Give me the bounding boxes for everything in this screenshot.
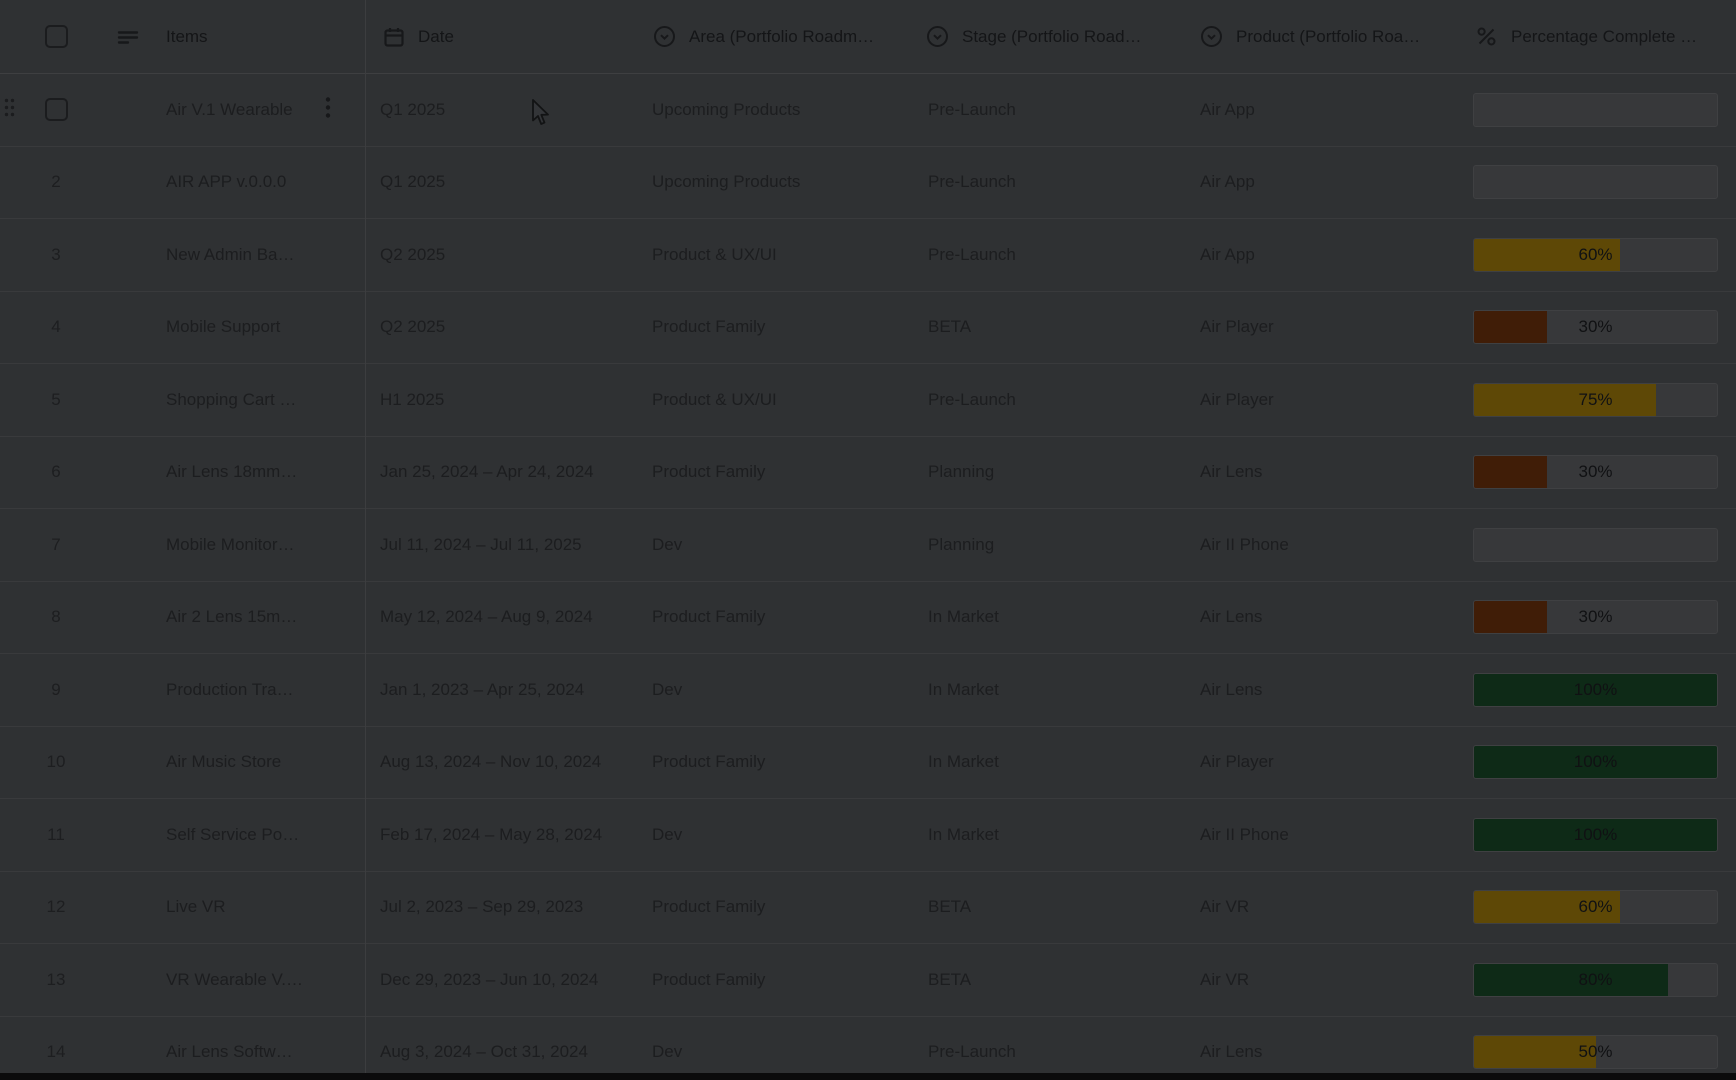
row-checkbox[interactable] <box>45 98 68 121</box>
row-number: 10 <box>46 752 66 772</box>
column-header-area[interactable] <box>653 0 874 73</box>
table-row <box>0 582 1736 655</box>
item-name-cell[interactable]: Shopping Cart … <box>166 389 297 409</box>
row-number: 3 <box>51 244 61 264</box>
table-row <box>0 147 1736 220</box>
table-row <box>0 364 1736 437</box>
date-cell[interactable]: Q1 2025 <box>380 172 446 192</box>
row-number: 9 <box>51 679 61 699</box>
table-header-row <box>0 0 1736 74</box>
area-cell[interactable]: Product Family <box>652 897 766 917</box>
drag-handle-icon[interactable] <box>3 96 16 123</box>
product-cell[interactable]: Air VR <box>1200 969 1250 989</box>
product-cell[interactable]: Air Lens <box>1200 462 1263 482</box>
item-name-cell[interactable]: VR Wearable V.… <box>166 969 304 989</box>
stage-cell[interactable]: Pre-Launch <box>928 1042 1016 1062</box>
progress-label: 100% <box>1573 752 1618 771</box>
table-row <box>0 74 1736 147</box>
area-cell[interactable]: Upcoming Products <box>652 172 801 192</box>
percentage-progress-bar[interactable] <box>1473 818 1718 852</box>
stage-cell[interactable]: Planning <box>928 534 995 554</box>
table-row <box>0 799 1736 872</box>
progress-label: 30% <box>1578 607 1613 626</box>
table-body <box>0 74 1736 1080</box>
row-number: 5 <box>51 389 61 409</box>
percentage-progress-bar[interactable] <box>1473 890 1718 924</box>
progress-label: 50% <box>1578 1042 1613 1061</box>
item-name-cell[interactable]: Mobile Monitor… <box>166 534 295 554</box>
progress-label: 30% <box>1578 317 1613 336</box>
item-name-cell[interactable]: Air Lens Softw… <box>166 1042 293 1062</box>
product-cell[interactable]: Air Player <box>1200 317 1274 337</box>
column-header-product[interactable] <box>1200 0 1420 73</box>
select-all-checkbox[interactable] <box>45 25 68 48</box>
item-name-cell[interactable]: AIR APP v.0.0.0 <box>166 172 287 192</box>
percentage-progress-bar[interactable] <box>1473 93 1718 127</box>
circle-chevron-down-icon <box>1200 25 1223 48</box>
progress-label: 80% <box>1578 969 1613 989</box>
product-cell[interactable]: Air VR <box>1200 897 1250 917</box>
date-cell[interactable]: Aug 13, 2024 – Nov 10, 2024 <box>380 752 602 772</box>
item-name-cell[interactable]: Self Service Po… <box>166 824 300 844</box>
date-cell[interactable]: Jul 2, 2023 – Sep 29, 2023 <box>380 897 584 917</box>
item-name-cell[interactable]: Air 2 Lens 15m… <box>166 607 298 627</box>
row-number: 2 <box>51 172 61 192</box>
column-header-stage[interactable] <box>926 0 1142 73</box>
percentage-progress-bar[interactable] <box>1473 745 1718 779</box>
percent-icon <box>1475 25 1498 48</box>
stage-cell[interactable]: BETA <box>928 317 972 337</box>
product-cell[interactable]: Air App <box>1200 244 1255 264</box>
table-row <box>0 219 1736 292</box>
date-cell[interactable]: Q1 2025 <box>380 99 446 119</box>
product-cell[interactable]: Air Player <box>1200 389 1274 409</box>
area-cell[interactable]: Dev <box>652 679 683 699</box>
stage-cell[interactable]: In Market <box>928 679 999 699</box>
table-row <box>0 292 1736 365</box>
progress-label: 75% <box>1578 389 1613 409</box>
product-cell[interactable]: Air II Phone <box>1200 824 1289 844</box>
column-header-label: Area (Portfolio Roadm… <box>689 26 875 46</box>
item-name-cell[interactable]: Mobile Support <box>166 317 281 337</box>
table-row <box>0 509 1736 582</box>
item-name-cell[interactable]: Production Tra… <box>166 679 294 699</box>
area-cell[interactable]: Product & UX/UI <box>652 244 777 264</box>
area-cell[interactable]: Upcoming Products <box>652 99 801 119</box>
percentage-progress-bar[interactable] <box>1473 165 1718 199</box>
percentage-progress-bar[interactable] <box>1473 1035 1718 1069</box>
table-row <box>0 437 1736 510</box>
progress-label: 100% <box>1573 679 1618 699</box>
date-cell[interactable]: Jul 11, 2024 – Jul 11, 2025 <box>380 534 582 554</box>
date-cell[interactable]: Feb 17, 2024 – May 28, 2024 <box>380 824 603 844</box>
percentage-progress-bar[interactable] <box>1473 528 1718 562</box>
date-cell[interactable]: Dec 29, 2023 – Jun 10, 2024 <box>380 969 599 989</box>
column-header-label: Items <box>166 26 208 46</box>
item-name-cell[interactable]: Air Music Store <box>166 752 282 772</box>
stage-cell[interactable]: Pre-Launch <box>928 244 1016 264</box>
percentage-progress-bar[interactable] <box>1473 673 1718 707</box>
items-column-divider <box>365 0 366 1073</box>
item-name-cell[interactable]: Air Lens 18mm… <box>166 462 298 482</box>
area-cell[interactable]: Product Family <box>652 752 766 772</box>
row-number: 14 <box>46 1042 66 1062</box>
column-header-label: Percentage Complete … <box>1511 26 1698 46</box>
stage-cell[interactable]: Planning <box>928 462 995 482</box>
area-cell[interactable]: Product Family <box>652 462 766 482</box>
stage-cell[interactable]: Pre-Launch <box>928 99 1016 119</box>
percentage-progress-bar[interactable] <box>1473 963 1718 997</box>
table-bottom-edge <box>0 1073 1736 1080</box>
percentage-progress-bar[interactable] <box>1473 455 1718 489</box>
product-cell[interactable]: Air App <box>1200 99 1255 119</box>
row-number: 11 <box>47 824 65 844</box>
row-number: 13 <box>46 969 66 989</box>
column-header-label: Stage (Portfolio Road… <box>962 26 1142 46</box>
item-name-cell[interactable]: Live VR <box>166 897 226 917</box>
progress-label: 60% <box>1578 897 1613 916</box>
date-cell[interactable]: Jan 25, 2024 – Apr 24, 2024 <box>380 462 594 482</box>
row-number: 6 <box>51 462 61 482</box>
product-cell[interactable]: Air Lens <box>1200 679 1263 699</box>
stage-cell[interactable]: In Market <box>928 607 999 627</box>
product-cell[interactable]: Air App <box>1200 172 1255 192</box>
percentage-progress-bar[interactable] <box>1473 238 1718 272</box>
column-header-date[interactable] <box>383 0 454 73</box>
percentage-progress-bar[interactable] <box>1473 600 1718 634</box>
stage-cell[interactable]: In Market <box>928 752 999 772</box>
product-cell[interactable]: Air II Phone <box>1200 534 1289 554</box>
item-name-cell[interactable]: Air V.1 Wearable <box>166 99 293 119</box>
table-row <box>0 727 1736 800</box>
stage-cell[interactable]: In Market <box>928 824 999 844</box>
table-row <box>0 1017 1736 1080</box>
area-cell[interactable]: Product Family <box>652 317 766 337</box>
row-number: 8 <box>51 607 61 627</box>
stage-cell[interactable]: Pre-Launch <box>928 172 1016 192</box>
stage-cell[interactable]: BETA <box>928 969 972 989</box>
product-cell[interactable]: Air Lens <box>1200 1042 1263 1062</box>
percentage-progress-bar[interactable] <box>1473 383 1718 417</box>
column-header-items[interactable] <box>117 0 208 73</box>
item-name-cell[interactable]: New Admin Ba… <box>166 244 295 264</box>
area-cell[interactable]: Product & UX/UI <box>652 389 777 409</box>
date-cell[interactable]: Jan 1, 2023 – Apr 25, 2024 <box>380 679 585 699</box>
area-cell[interactable]: Dev <box>652 534 683 554</box>
stage-cell[interactable]: Pre-Launch <box>928 389 1016 409</box>
progress-label: 60% <box>1578 244 1613 264</box>
percentage-progress-bar[interactable] <box>1473 310 1718 344</box>
column-header-percentage[interactable] <box>1475 0 1697 73</box>
table-row <box>0 872 1736 945</box>
row-number: 7 <box>51 534 61 554</box>
table-row <box>0 654 1736 727</box>
area-cell[interactable]: Product Family <box>652 969 766 989</box>
row-number: 12 <box>46 897 66 917</box>
circle-chevron-down-icon <box>926 25 949 48</box>
area-cell[interactable]: Dev <box>652 824 683 844</box>
date-cell[interactable]: H1 2025 <box>380 389 445 409</box>
row-menu-kebab-icon[interactable] <box>324 94 332 125</box>
table-row <box>0 944 1736 1017</box>
column-header-label: Date <box>418 26 454 46</box>
progress-label: 100% <box>1573 824 1618 844</box>
column-header-label: Product (Portfolio Roa… <box>1236 26 1421 46</box>
circle-chevron-down-icon <box>653 25 676 48</box>
date-cell[interactable]: Aug 3, 2024 – Oct 31, 2024 <box>380 1042 588 1062</box>
text-lines-icon <box>117 26 139 48</box>
product-cell[interactable]: Air Player <box>1200 752 1274 772</box>
row-number: 4 <box>51 317 61 337</box>
area-cell[interactable]: Product Family <box>652 607 766 627</box>
date-cell[interactable]: Q2 2025 <box>380 317 446 337</box>
product-cell[interactable]: Air Lens <box>1200 607 1263 627</box>
date-cell[interactable]: May 12, 2024 – Aug 9, 2024 <box>380 607 593 627</box>
stage-cell[interactable]: BETA <box>928 897 972 917</box>
calendar-icon <box>383 26 405 48</box>
date-cell[interactable]: Q2 2025 <box>380 244 446 264</box>
area-cell[interactable]: Dev <box>652 1042 683 1062</box>
progress-label: 30% <box>1578 462 1613 481</box>
